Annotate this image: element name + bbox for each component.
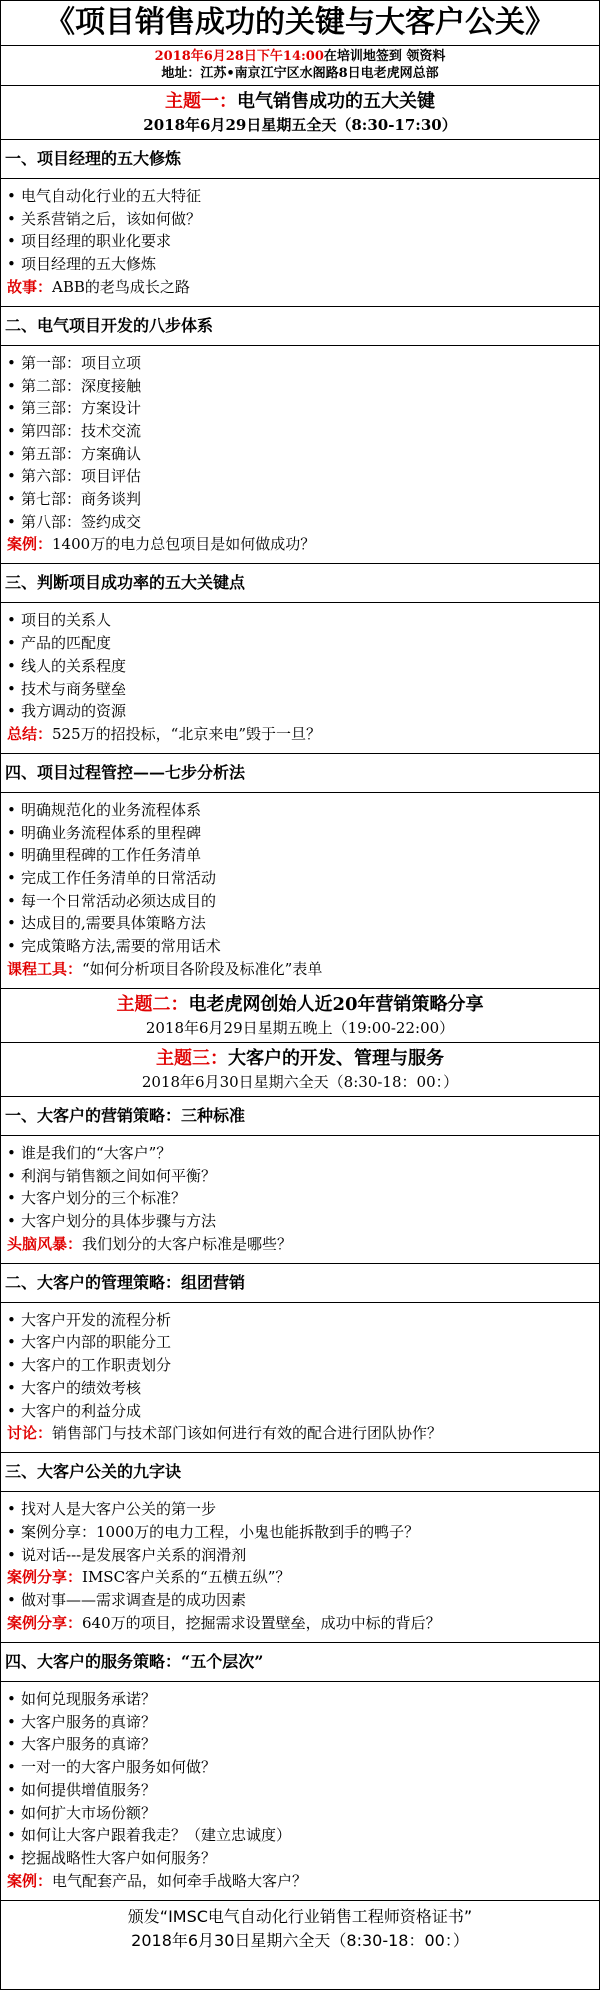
list-item: • 如何提供增值服务？ — [7, 1779, 599, 1802]
list-item: • 一对一的大客户服务如何做？ — [7, 1756, 599, 1779]
bullet-icon: • — [7, 467, 16, 486]
theme-1-date: 2018年6月29日星期五全天（8:30-17:30） — [143, 116, 457, 134]
certificate-footer — [1, 1901, 599, 1957]
bullet-icon: • — [7, 869, 16, 888]
tool-note: 课程工具：“如何分析项目各阶段及标准化”表单 — [7, 959, 323, 978]
list-item: • 第八部：签约成交 — [7, 511, 599, 534]
bullet-icon: • — [7, 914, 16, 933]
list-item: • 利润与销售额之间如何平衡？ — [7, 1165, 599, 1188]
list-item: • 第四部：技术交流 — [7, 420, 599, 443]
list-item: • 大客户的工作职责划分 — [7, 1354, 599, 1377]
list-item: • 如何让大客户跟着我走？（建立忠诚度） — [7, 1824, 599, 1847]
section-8-heading: 四、大客户的服务策略：“五个层次” — [1, 1643, 599, 1682]
list-item: • 项目的关系人 — [7, 609, 599, 632]
bullet-icon: • — [7, 1401, 16, 1420]
theme-3-label: 主题三： — [156, 1047, 228, 1069]
bullet-icon: • — [7, 1826, 16, 1845]
case-note: 案例：1400万的电力总包项目是如何做成功？ — [7, 535, 316, 554]
list-item: • 大客户服务的真谛？ — [7, 1711, 599, 1734]
section-3-body — [1, 603, 599, 754]
signin-line — [1, 48, 599, 65]
theme-1-label: 主题一： — [165, 91, 237, 112]
list-item: • 第六部：项目评估 — [7, 465, 599, 488]
bullet-icon: • — [7, 421, 16, 440]
list-item: • 谁是我们的“大客户”？ — [7, 1142, 599, 1165]
list-item: • 关系营销之后，该如何做？ — [7, 208, 599, 231]
bullet-icon: • — [7, 209, 16, 228]
bullet-icon: • — [7, 1333, 16, 1352]
list-item: • 第五部：方案确认 — [7, 443, 599, 466]
bullet-icon: • — [7, 846, 16, 865]
bullet-icon: • — [7, 891, 16, 910]
list-item: • 大客户划分的三个标准？ — [7, 1187, 599, 1210]
bullet-icon: • — [7, 399, 16, 418]
brainstorm-note: 头脑风暴：我们划分的大客户标准是哪些？ — [7, 1234, 293, 1253]
bullet-icon: • — [7, 255, 16, 274]
list-item: • 产品的匹配度 — [7, 632, 599, 655]
list-item: • 达成目的,需要具体策略方法 — [7, 912, 599, 935]
section-2-heading: 二、电气项目开发的八步体系 — [1, 307, 599, 346]
theme-2-date: 2018年6月29日星期五晚上（19:00-22:00） — [145, 1018, 455, 1037]
bullet-icon: • — [7, 187, 16, 205]
section-3-heading: 三、判断项目成功率的五大关键点 — [1, 564, 599, 603]
bullet-icon: • — [7, 1189, 16, 1208]
theme-1-banner — [1, 86, 599, 140]
bullet-icon: • — [7, 800, 16, 819]
list-item: • 如何兑现服务承诺？ — [7, 1688, 599, 1711]
bullet-icon: • — [7, 1712, 16, 1731]
signin-datetime: 2018年6月28日下午14:00 — [154, 49, 324, 64]
list-item: • 做对事——需求调查是的成功因素 — [7, 1589, 599, 1612]
signin-text: 在培训地签到 领资料 — [323, 49, 446, 64]
theme-2-banner — [1, 989, 599, 1043]
bullet-icon: • — [7, 1166, 16, 1185]
bullet-icon: • — [7, 1780, 16, 1799]
list-item: • 电气自动化行业的五大特征 — [7, 185, 599, 208]
list-item: • 完成工作任务清单的日常活动 — [7, 867, 599, 890]
section-1-body — [1, 179, 599, 307]
event-info — [1, 46, 599, 86]
bullet-icon: • — [7, 1143, 16, 1162]
section-6-heading: 二、大客户的管理策略：组团营销 — [1, 1264, 599, 1303]
list-item: • 大客户服务的真谛？ — [7, 1733, 599, 1756]
case-share-note: 案例分享：640万的项目，挖掘需求设置壁垒，成功中标的背后？ — [7, 1614, 441, 1633]
summary-note: 总结：525万的招投标，“北京来电”毁于一旦？ — [7, 724, 321, 743]
discussion-note: 讨论：销售部门与技术部门该如何进行有效的配合进行团队协作？ — [7, 1424, 443, 1443]
bullet-icon: • — [7, 353, 16, 372]
theme-2-label: 主题二： — [116, 993, 189, 1015]
bullet-icon: • — [7, 1378, 16, 1397]
list-item: • 说对话---是发展客户关系的润滑剂 — [7, 1544, 599, 1567]
list-item: • 第三部：方案设计 — [7, 397, 599, 420]
story-note: 故事：ABB的老鸟成长之路 — [7, 277, 190, 296]
list-item: • 大客户开发的流程分析 — [7, 1309, 599, 1332]
address-line: 地址：江苏•南京江宁区水阁路8日电老虎网总部 — [161, 66, 439, 81]
bullet-icon: • — [7, 1735, 16, 1754]
section-7-body — [1, 1492, 599, 1643]
section-4-body — [1, 793, 599, 989]
theme-3-banner — [1, 1043, 599, 1097]
case-share-note: 案例分享：IMSC客户关系的“五横五纵”？ — [7, 1568, 291, 1587]
list-item: • 每一个日常活动必须达成目的 — [7, 890, 599, 913]
bullet-icon: • — [7, 656, 16, 675]
list-item: • 第一部：项目立项 — [7, 352, 599, 375]
bullet-icon: • — [7, 490, 16, 509]
bullet-icon: • — [7, 679, 16, 698]
bullet-icon: • — [7, 444, 16, 463]
theme-2-title: 电老虎网创始人近20年营销策略分享 — [188, 993, 484, 1015]
list-item: • 大客户的绩效考核 — [7, 1377, 599, 1400]
section-2-body — [1, 346, 599, 565]
list-item: • 项目经理的五大修炼 — [7, 253, 599, 276]
list-item: • 挖掘战略性大客户如何服务？ — [7, 1847, 599, 1870]
bullet-icon: • — [7, 702, 16, 721]
list-item: • 找对人是大客户公关的第一步 — [7, 1498, 599, 1521]
bullet-icon: • — [7, 1522, 16, 1541]
list-item: • 明确业务流程体系的里程碑 — [7, 822, 599, 845]
case-note: 案例：电气配套产品，如何牵手战略大客户？ — [7, 1871, 308, 1890]
section-5-heading: 一、大客户的营销策略：三种标准 — [1, 1097, 599, 1136]
list-item: • 大客户内部的职能分工 — [7, 1331, 599, 1354]
bullet-icon: • — [7, 1803, 16, 1822]
bullet-icon: • — [7, 376, 16, 395]
bullet-icon: • — [7, 937, 16, 956]
bullet-icon: • — [7, 1591, 16, 1610]
bullet-icon: • — [7, 232, 16, 251]
list-item: • 完成策略方法,需要的常用话术 — [7, 935, 599, 958]
certificate-line: 颁发“IMSC电气自动化行业销售工程师资格证书” — [127, 1906, 473, 1926]
list-item: • 技术与商务壁垒 — [7, 678, 599, 701]
bullet-icon: • — [7, 1545, 16, 1564]
bullet-icon: • — [7, 1848, 16, 1867]
section-6-body — [1, 1303, 599, 1454]
section-1-heading: 一、项目经理的五大修炼 — [1, 140, 599, 179]
bullet-icon: • — [7, 634, 16, 653]
section-7-heading: 三、大客户公关的九字诀 — [1, 1453, 599, 1492]
bullet-icon: • — [7, 611, 16, 630]
certificate-date: 2018年6月30日星期六全天（8:30-18：00：） — [131, 1930, 469, 1950]
list-item: • 案例分享：1000万的电力工程，小鬼也能拆散到手的鸭子？ — [7, 1521, 599, 1544]
theme-3-date: 2018年6月30日星期六全天（8:30-18：00：） — [141, 1072, 459, 1091]
bullet-icon: • — [7, 1211, 16, 1230]
bullet-icon: • — [7, 512, 16, 531]
list-item: • 线人的关系程度 — [7, 655, 599, 678]
list-item: • 第七部：商务谈判 — [7, 488, 599, 511]
theme-3-title: 大客户的开发、管理与服务 — [228, 1047, 444, 1069]
section-5-body — [1, 1136, 599, 1264]
bullet-icon: • — [7, 1310, 16, 1329]
bullet-icon: • — [7, 1356, 16, 1375]
list-item: • 如何扩大市场份额？ — [7, 1802, 599, 1825]
list-item: • 明确规范化的业务流程体系 — [7, 799, 599, 822]
bullet-icon: • — [7, 1500, 16, 1519]
list-item: • 明确里程碑的工作任务清单 — [7, 844, 599, 867]
section-8-body — [1, 1682, 599, 1901]
list-item: • 第二部：深度接触 — [7, 375, 599, 398]
main-title: 《项目销售成功的关键与大客户公关》 — [1, 1, 599, 46]
list-item: • 我方调动的资源 — [7, 700, 599, 723]
bullet-icon: • — [7, 1758, 16, 1777]
bullet-icon: • — [7, 823, 16, 842]
theme-1-title: 电气销售成功的五大关键 — [237, 91, 435, 112]
list-item: • 大客户划分的具体步骤与方法 — [7, 1210, 599, 1233]
section-4-heading: 四、项目过程管控——七步分析法 — [1, 754, 599, 793]
bullet-icon: • — [7, 1690, 16, 1709]
list-item: • 项目经理的职业化要求 — [7, 230, 599, 253]
list-item: • 大客户的利益分成 — [7, 1400, 599, 1423]
